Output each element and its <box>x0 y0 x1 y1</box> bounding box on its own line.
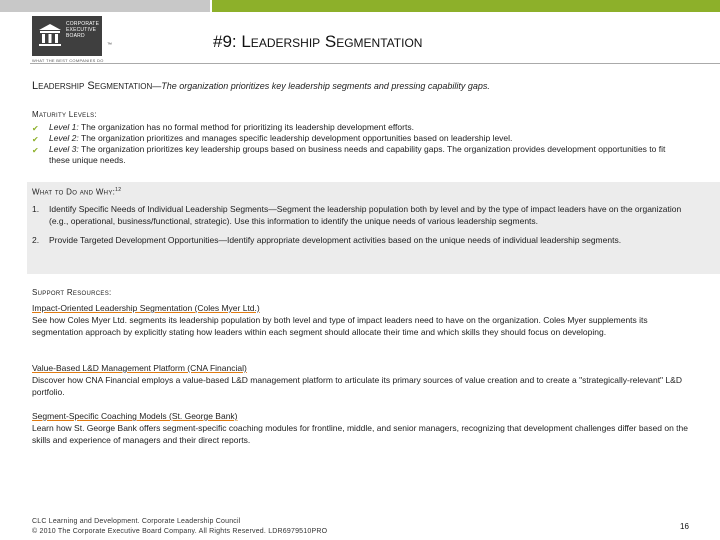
company-logo <box>32 16 102 56</box>
level-label: Level 3: <box>49 144 79 154</box>
trademark: ™ <box>107 42 112 48</box>
resource-desc: Learn how St. George Bank offers segment-specific coaching modules for frontline, middle, and senior managers, recognizing that development challenges differ based on the skills and experience of managers and their direct reports. <box>32 423 688 445</box>
statement-desc: —The organization prioritizes key leadership segments and pressing capability gaps. <box>152 81 490 91</box>
resource-item <box>32 302 692 338</box>
what-list <box>32 203 692 253</box>
what-heading: What to Do and Why:$^{12}$ <box>32 187 122 197</box>
level-label: Level 2: <box>49 133 79 143</box>
item-text: Provide Targeted Development Opportunities—Identify appropriate development activities based on the unique needs of individual leadership segments. <box>49 235 622 245</box>
header-divider <box>30 63 720 64</box>
logo-text: CORPORATE EXECUTIVE BOARD <box>66 21 100 39</box>
footer <box>32 517 327 537</box>
footer-copyright: © 2010 The Corporate Executive Board Company. All Rights Reserved. LDR6979510PRO <box>32 528 328 535</box>
item-number: 1. <box>32 204 40 214</box>
level-text: The organization prioritizes key leadership groups based on business needs and capability gaps. The organization provides development opportunities to fit these unique needs. <box>49 144 666 165</box>
item-number: 2. <box>32 235 40 245</box>
page-number: 16 <box>680 522 689 531</box>
resource-link[interactable]: Segment-Specific Coaching Models (St. George Bank) <box>32 411 238 421</box>
page-title: #9: Leadership Segmentation <box>213 32 423 51</box>
level-text: The organization has no formal method for prioritizing its leadership development efforts. <box>81 122 414 132</box>
resource-desc: Discover how CNA Financial employs a value-based L&D management platform to articulate its primary sources of value creation and to create a "strategically-relevant" L&D portfolio. <box>32 375 682 397</box>
maturity-heading: Maturity Levels: <box>32 110 97 119</box>
list-item <box>32 234 692 246</box>
top-bar-gray <box>0 0 210 12</box>
level-label: Level 1: <box>49 122 79 132</box>
item-text: Identify Specific Needs of Individual Leadership Segments—Segment the leadership population both by level and by the type of impact leaders have on the organization (e.g., operational, business/functional, strategic). Use this information to identify the unique needs of various leadership segments. <box>49 204 682 226</box>
logo-tagline: WHAT THE BEST COMPANIES DO <box>32 58 104 63</box>
check-bullet-icon: ✔ <box>32 135 39 144</box>
footnote-ref: 12 <box>115 187 122 193</box>
statement-lead: Leadership Segmentation <box>32 80 153 92</box>
maturity-list <box>32 122 682 166</box>
check-bullet-icon: ✔ <box>32 124 39 133</box>
building-icon <box>37 22 63 48</box>
list-item <box>32 203 692 227</box>
statement <box>32 80 490 92</box>
list-item <box>32 133 682 144</box>
support-heading: Support Resources: <box>32 288 112 297</box>
resource-link[interactable]: Impact-Oriented Leadership Segmentation (Coles Myer Ltd.) <box>32 303 260 313</box>
top-bar-accent <box>212 0 720 12</box>
list-item <box>32 122 682 133</box>
footer-line-1: CLC Learning and Development. Corporate Leadership Council <box>32 518 241 525</box>
list-item <box>32 144 682 166</box>
resource-desc: See how Coles Myer Ltd. segments its leadership population by both level and type of impact leaders need to have on the organization. Coles Myer supplements its segmentation approach by explicitly stating how leaders within each segment should allocate their time and which skills they should focus on developing. <box>32 315 648 337</box>
resource-link[interactable]: Value-Based L&D Management Platform (CNA Financial) <box>32 363 247 373</box>
level-text: The organization prioritizes and manages specific leadership development opportunities based on leadership level. <box>81 133 513 143</box>
resource-item <box>32 362 692 398</box>
resource-item <box>32 410 692 446</box>
check-bullet-icon: ✔ <box>32 146 39 155</box>
